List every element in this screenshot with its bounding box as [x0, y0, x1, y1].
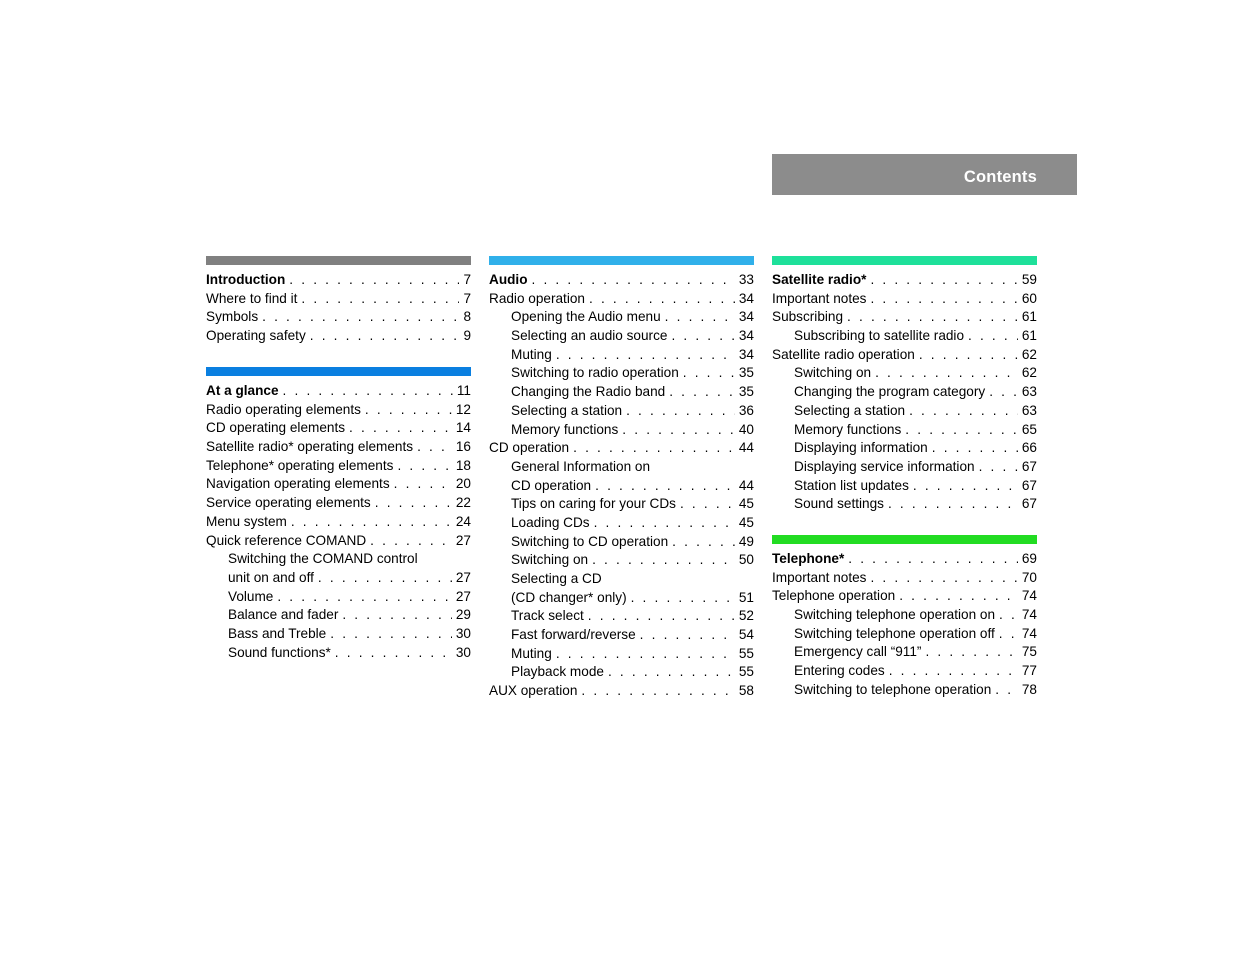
toc-entry[interactable]	[772, 477, 1037, 496]
toc-entry[interactable]	[772, 587, 1037, 606]
toc-entry-title: Selecting a CD	[511, 571, 602, 586]
dot-leader	[394, 475, 452, 494]
toc-entry-title: Telephone operation	[772, 588, 896, 604]
toc-entry-title: At a glance	[206, 383, 279, 398]
dot-leader	[289, 271, 459, 290]
toc-entry[interactable]	[489, 514, 754, 533]
toc-entry-title: Balance and fader	[228, 607, 339, 623]
toc-entry-title: Subscribing to satellite radio	[794, 328, 965, 344]
toc-entry-title: CD operating elements	[206, 420, 346, 436]
toc-entry-title: Important notes	[772, 569, 867, 585]
toc-entry[interactable]	[772, 550, 1037, 569]
toc-entry-page: 63	[1021, 384, 1037, 400]
toc-entry-title: Telephone* operating elements	[206, 457, 394, 473]
dot-leader	[283, 382, 453, 401]
toc-entry-title: Sound settings	[794, 496, 884, 512]
section-color-bar	[206, 256, 471, 265]
dot-leader	[608, 663, 735, 682]
toc-entry-page: 16	[455, 439, 471, 455]
toc-entry-title: Track select	[511, 608, 584, 624]
toc-entry-title: Satellite radio*	[772, 272, 867, 287]
toc-entry-title: Fast forward/reverse	[511, 627, 636, 643]
toc-entry-page: 75	[1021, 644, 1037, 660]
toc-entry-page: 27	[455, 588, 471, 604]
dot-leader	[999, 625, 1018, 644]
toc-entry[interactable]	[206, 513, 471, 532]
toc-entry[interactable]	[489, 682, 754, 701]
toc-entry-page: 61	[1021, 309, 1037, 325]
toc-entry-title: Where to find it	[206, 290, 298, 306]
toc-entry-title: AUX operation	[489, 683, 578, 699]
toc-entry-title: Emergency call “911”	[794, 644, 922, 660]
toc-entry-title: Telephone*	[772, 551, 845, 566]
toc-entry-page: 44	[738, 440, 754, 456]
section-introduction	[206, 256, 471, 346]
toc-entry-title: Muting	[511, 645, 552, 661]
toc-entry-page: 61	[1021, 328, 1037, 344]
dot-leader	[595, 477, 735, 496]
toc-entry-title: Entering codes	[794, 663, 885, 679]
toc-entry-page: 20	[455, 476, 471, 492]
dot-leader	[594, 514, 735, 533]
toc-entry-page: 50	[738, 552, 754, 568]
toc-entry-page: 63	[1021, 402, 1037, 418]
toc-entry-page: 67	[1021, 458, 1037, 474]
toc-entry-title: Switching the COMAND control	[228, 551, 418, 567]
toc-entry[interactable]	[206, 271, 471, 290]
toc-entry-title: Memory functions	[511, 421, 619, 437]
toc-entry-page: 62	[1021, 346, 1037, 362]
toc-entry-title: Changing the Radio band	[511, 384, 666, 400]
dot-leader	[397, 457, 451, 476]
toc-entry-title: CD operation	[489, 440, 570, 456]
toc-entry-title: Sound functions*	[228, 644, 331, 660]
toc-entry-title: Opening the Audio menu	[511, 309, 661, 325]
dot-leader	[669, 383, 735, 402]
toc-entry-page: 78	[1021, 681, 1037, 697]
toc-entry-page: 34	[738, 309, 754, 325]
toc-entry-title: Selecting an audio source	[511, 328, 668, 344]
toc-entry-page: 65	[1021, 421, 1037, 437]
toc-entry-page: 40	[738, 421, 754, 437]
toc-entry[interactable]	[772, 458, 1037, 477]
dot-leader	[672, 533, 735, 552]
toc-entry-title: Satellite radio* operating elements	[206, 439, 414, 455]
toc-entry[interactable]	[772, 290, 1037, 309]
toc-entry-page: 74	[1021, 607, 1037, 623]
toc-entry-title: Station list updates	[794, 477, 909, 493]
dot-leader	[979, 458, 1018, 477]
dot-leader	[262, 308, 459, 327]
toc-entry[interactable]	[206, 569, 471, 588]
dot-leader	[626, 402, 735, 421]
dot-leader	[291, 513, 452, 532]
dot-leader	[310, 327, 460, 346]
toc-entry-title: Switching to radio operation	[511, 365, 679, 381]
toc-entry[interactable]	[206, 532, 471, 551]
toc-entry-title: Quick reference COMAND	[206, 532, 367, 548]
toc-entry-title: Memory functions	[794, 421, 902, 437]
toc-entry-title: Symbols	[206, 309, 259, 325]
toc-entry-title: Displaying service information	[794, 458, 975, 474]
dot-leader	[556, 645, 735, 664]
dot-leader	[875, 364, 1018, 383]
dot-leader	[683, 364, 735, 383]
toc-entry-page: 22	[455, 495, 471, 511]
toc-entry-page: 34	[738, 346, 754, 362]
toc-entry-title: (CD changer* only)	[511, 589, 627, 605]
toc-entry[interactable]	[489, 271, 754, 290]
toc-entry-page: 55	[738, 664, 754, 680]
dot-leader	[870, 271, 1017, 290]
toc-entry[interactable]	[772, 346, 1037, 365]
toc-entry[interactable]	[489, 570, 754, 589]
toc-entry-title: Changing the program category	[794, 384, 986, 400]
toc-entry-page: 33	[738, 272, 754, 287]
toc-entry[interactable]	[772, 421, 1037, 440]
dot-leader	[889, 662, 1018, 681]
toc-entry[interactable]	[772, 439, 1037, 458]
section-color-bar	[206, 367, 471, 376]
dot-leader	[999, 606, 1018, 625]
dot-leader	[888, 495, 1018, 514]
dot-leader	[301, 290, 459, 309]
toc-entry-title: Playback mode	[511, 664, 604, 680]
toc-entry-page: 60	[1021, 290, 1037, 306]
toc-entry-title: Service operating elements	[206, 495, 371, 511]
toc-entry-title: Operating safety	[206, 328, 306, 344]
toc-entry[interactable]	[206, 588, 471, 607]
toc-entry[interactable]	[772, 569, 1037, 588]
toc-entry-title: Subscribing	[772, 309, 844, 325]
toc-entry[interactable]	[206, 625, 471, 644]
toc-entry[interactable]	[489, 364, 754, 383]
toc-entry[interactable]	[772, 681, 1037, 700]
toc-entry-title: Switching to telephone operation	[794, 681, 992, 697]
toc-entry[interactable]	[772, 643, 1037, 662]
dot-leader	[870, 569, 1017, 588]
toc-entry-title: Volume	[228, 588, 274, 604]
toc-entry[interactable]	[206, 606, 471, 625]
toc-entry[interactable]	[772, 364, 1037, 383]
dot-leader	[349, 419, 452, 438]
toc-entry-page: 67	[1021, 477, 1037, 493]
toc-entry[interactable]	[772, 383, 1037, 402]
toc-entry-title: Menu system	[206, 513, 287, 529]
dot-leader	[995, 681, 1018, 700]
toc-entry-page: 69	[1021, 551, 1037, 566]
toc-entry[interactable]	[489, 290, 754, 309]
toc-entry[interactable]	[772, 606, 1037, 625]
toc-entry[interactable]	[772, 308, 1037, 327]
toc-entry[interactable]	[772, 625, 1037, 644]
section-color-bar	[772, 535, 1037, 544]
dot-leader	[277, 588, 452, 607]
toc-entry-page: 34	[738, 290, 754, 306]
dot-leader	[318, 569, 452, 588]
toc-entry-page: 58	[738, 683, 754, 699]
dot-leader	[573, 439, 735, 458]
toc-entry-title: Radio operation	[489, 290, 585, 306]
toc-entry-title: Selecting a station	[794, 402, 906, 418]
toc-entry[interactable]	[206, 494, 471, 513]
toc-entry-page: 77	[1021, 663, 1037, 679]
toc-entry-title: Satellite radio operation	[772, 346, 915, 362]
dot-leader	[909, 402, 1018, 421]
toc-entry[interactable]	[206, 475, 471, 494]
toc-entry-page: 74	[1021, 625, 1037, 641]
toc-entry-page: 9	[463, 328, 471, 344]
toc-entry-title: Muting	[511, 346, 552, 362]
dot-leader	[680, 495, 735, 514]
toc-entry[interactable]	[772, 662, 1037, 681]
toc-entry-title: Switching telephone operation off	[794, 625, 995, 641]
toc-entry[interactable]	[206, 382, 471, 401]
toc-entry-title: Switching telephone operation on	[794, 607, 996, 623]
toc-entry-page: 7	[463, 290, 471, 306]
toc-entry-page: 66	[1021, 440, 1037, 456]
toc-entry-page: 70	[1021, 569, 1037, 585]
dot-leader	[847, 308, 1018, 327]
dot-leader	[913, 477, 1018, 496]
toc-entry[interactable]	[206, 457, 471, 476]
toc-entry-page: 74	[1021, 588, 1037, 604]
toc-entry-title: Bass and Treble	[228, 625, 327, 641]
toc-entry-title: Tips on caring for your CDs	[511, 496, 676, 512]
dot-leader	[532, 271, 735, 290]
dot-leader	[370, 532, 452, 551]
toc-entry[interactable]	[489, 346, 754, 365]
toc-entry-page: 34	[738, 328, 754, 344]
section-color-bar	[772, 256, 1037, 265]
toc-entry-title: Switching on	[511, 552, 589, 568]
dot-leader	[365, 401, 452, 420]
toc-entry[interactable]	[489, 551, 754, 570]
toc-entry[interactable]	[489, 495, 754, 514]
toc-entry[interactable]	[489, 607, 754, 626]
toc-entry-page: 27	[455, 532, 471, 548]
toc-entry-page: 49	[738, 533, 754, 549]
dot-leader	[622, 421, 735, 440]
toc-entry-page: 51	[738, 589, 754, 605]
dot-leader	[417, 438, 452, 457]
toc-entry-title: Important notes	[772, 290, 867, 306]
toc-entry-page: 18	[455, 457, 471, 473]
dot-leader	[870, 290, 1017, 309]
toc-entry[interactable]	[206, 290, 471, 309]
toc-entry-page: 62	[1021, 365, 1037, 381]
toc-entry[interactable]	[489, 663, 754, 682]
toc-entry-page: 14	[455, 420, 471, 436]
toc-entry[interactable]	[489, 645, 754, 664]
toc-entry-title: Displaying information	[794, 440, 928, 456]
toc-entry-page: 35	[738, 384, 754, 400]
toc-entry[interactable]	[489, 533, 754, 552]
section-color-bar	[489, 256, 754, 265]
toc-entry-page: 54	[738, 627, 754, 643]
dot-leader	[665, 308, 735, 327]
toc-entry-page: 44	[738, 477, 754, 493]
toc-entry[interactable]	[489, 458, 754, 477]
toc-entry[interactable]	[489, 383, 754, 402]
dot-leader	[932, 439, 1018, 458]
dot-leader	[899, 587, 1018, 606]
toc-entry-page: 36	[738, 402, 754, 418]
toc-entry-title: Switching to CD operation	[511, 533, 669, 549]
toc-entry[interactable]	[489, 439, 754, 458]
toc-entry[interactable]	[489, 402, 754, 421]
toc-entry-page: 55	[738, 645, 754, 661]
toc-entry-page: 12	[455, 401, 471, 417]
toc-entry[interactable]	[489, 308, 754, 327]
dot-leader	[640, 626, 735, 645]
toc-entry-page: 7	[463, 272, 471, 287]
dot-leader	[919, 346, 1018, 365]
toc-entry[interactable]	[772, 327, 1037, 346]
toc-entry[interactable]	[772, 495, 1037, 514]
toc-entry-page: 67	[1021, 496, 1037, 512]
dot-leader	[968, 327, 1018, 346]
dot-leader	[848, 550, 1018, 569]
dot-leader	[671, 327, 734, 346]
toc-entry[interactable]	[206, 550, 471, 569]
toc-entry[interactable]	[489, 327, 754, 346]
toc-entry[interactable]	[206, 308, 471, 327]
dot-leader	[581, 682, 734, 701]
toc-entry-title: Loading CDs	[511, 514, 590, 530]
toc-entry[interactable]	[489, 626, 754, 645]
toc-entry-title: Audio	[489, 272, 528, 287]
toc-entry-title: General Information on	[511, 458, 651, 474]
toc-entry[interactable]	[489, 589, 754, 608]
toc-entry[interactable]	[206, 438, 471, 457]
toc-entry[interactable]	[772, 402, 1037, 421]
dot-leader	[375, 494, 452, 513]
toc-entry[interactable]	[489, 477, 754, 496]
dot-leader	[335, 644, 452, 663]
toc-entry[interactable]	[206, 327, 471, 346]
toc-entry-page: 52	[738, 608, 754, 624]
toc-entry-page: 27	[455, 569, 471, 585]
toc-entry[interactable]	[206, 644, 471, 663]
toc-entry-title: Selecting a station	[511, 402, 623, 418]
section-audio	[489, 256, 754, 701]
toc-entry-page: 24	[455, 513, 471, 529]
toc-entry[interactable]	[772, 271, 1037, 290]
toc-entry-page: 30	[455, 644, 471, 660]
dot-leader	[631, 589, 735, 608]
dot-leader	[905, 421, 1018, 440]
section-telephone	[772, 535, 1037, 700]
toc-entry-page: 45	[738, 514, 754, 530]
toc-entry-title: CD operation	[511, 477, 592, 493]
toc-entry-page: 11	[456, 383, 471, 398]
toc-entry[interactable]	[489, 421, 754, 440]
toc-entry[interactable]	[206, 419, 471, 438]
toc-entry-page: 59	[1021, 272, 1037, 287]
toc-entry-title: Introduction	[206, 272, 286, 287]
toc-entry-page: 29	[455, 607, 471, 623]
dot-leader	[989, 383, 1018, 402]
dot-leader	[556, 346, 735, 365]
toc-entry-page: 30	[455, 625, 471, 641]
dot-leader	[330, 625, 452, 644]
toc-entry-title: Switching on	[794, 365, 872, 381]
dot-leader	[342, 606, 452, 625]
toc-entry-title: unit on and off	[228, 569, 314, 585]
toc-entry-page: 45	[738, 496, 754, 512]
toc-entry-page: 8	[463, 309, 471, 325]
toc-entry[interactable]	[206, 401, 471, 420]
section-at-a-glance	[206, 367, 471, 662]
dot-leader	[925, 643, 1017, 662]
section-satellite-radio	[772, 256, 1037, 514]
toc-entry-title: Radio operating elements	[206, 401, 361, 417]
toc-entry-page: 35	[738, 365, 754, 381]
dot-leader	[589, 290, 735, 309]
page-title: Contents	[963, 168, 1037, 186]
toc-entry-title: Navigation operating elements	[206, 476, 390, 492]
dot-leader	[592, 551, 735, 570]
dot-leader	[588, 607, 735, 626]
contents-header-bar	[772, 154, 1077, 195]
